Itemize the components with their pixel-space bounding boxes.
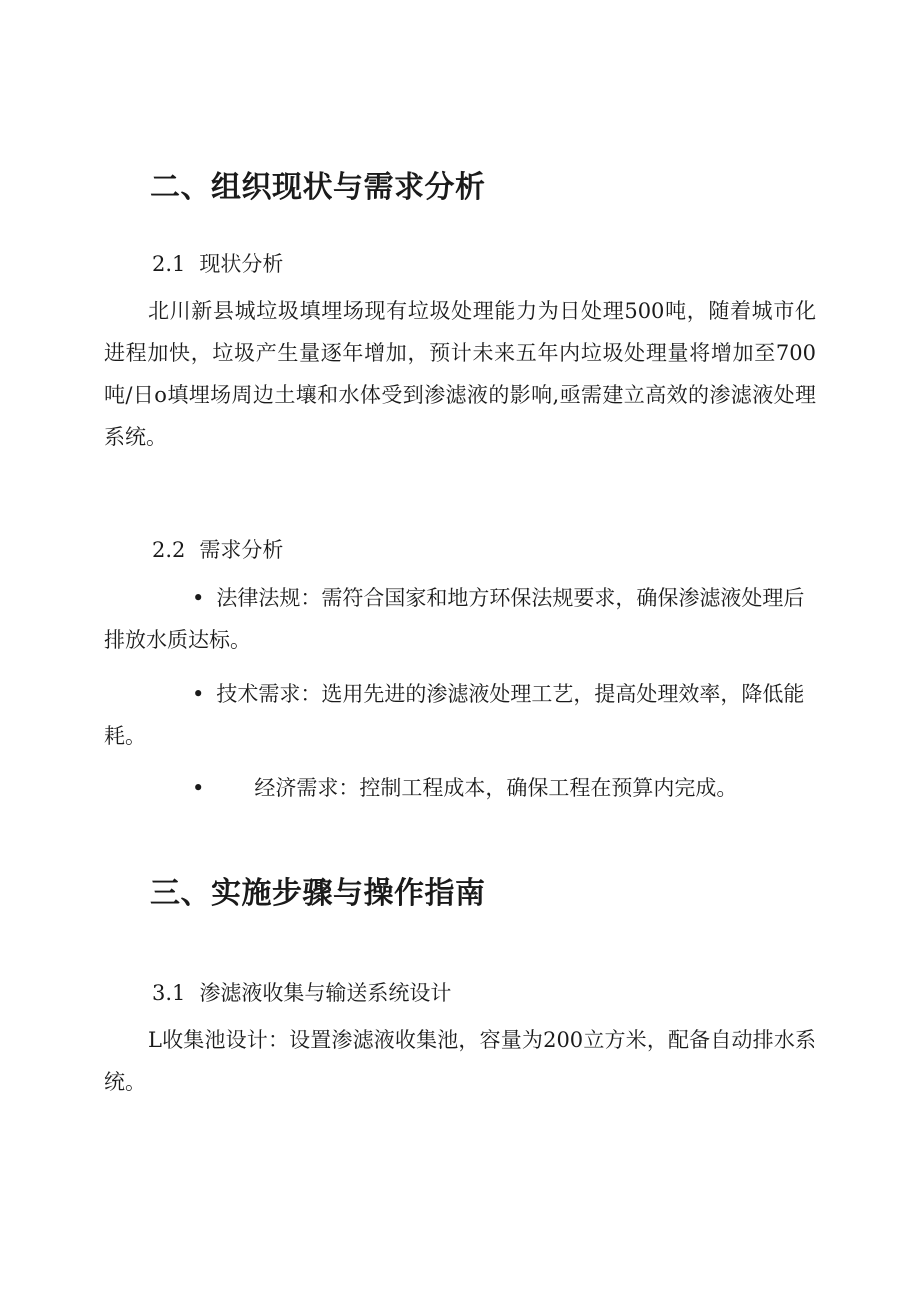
bullet-item-economic xyxy=(104,767,816,809)
subsection-3-1-title: 渗滤液收集与输送系统设计 xyxy=(199,981,452,1005)
subsection-3-1-heading xyxy=(152,978,451,1008)
status-analysis-paragraph: 北川新县城垃圾填埋场现有垃圾处理能力为日处理500吨，随着城市化进程加快，垃圾产生量逐年增加，预计未来五年内垃圾处理量将增加至700吨/日o填埋场周边土壤和水体受到渗滤液的影响,亟需建立高效的渗滤液处理系统。 xyxy=(104,299,816,449)
bullet-item-legal xyxy=(104,577,816,661)
section-3-heading: 三、实施步骤与操作指南 xyxy=(150,876,486,911)
bullet-text-technical: 技术需求：选用先进的渗滤液处理工艺，提高处理效率，降低能耗。 xyxy=(104,682,805,748)
subsection-3-1-number: 3.1 xyxy=(152,981,186,1005)
subsection-2-1-title: 现状分析 xyxy=(199,252,284,276)
collection-pool-paragraph: L收集池设计：设置渗滤液收集池，容量为200立方米，配备自动排水系统。 xyxy=(104,1028,816,1094)
bullet-text-economic: 经济需求：控制工程成本，确保工程在预算内完成。 xyxy=(254,776,738,800)
bullet-dot: • xyxy=(192,776,205,800)
section-2-heading: 二、组织现状与需求分析 xyxy=(150,170,486,205)
bullet-text-legal: 法律法规：需符合国家和地方环保法规要求，确保渗滤液处理后排放水质达标。 xyxy=(104,586,805,652)
subsection-2-2-title: 需求分析 xyxy=(199,538,284,562)
bullet-dot: • xyxy=(192,682,205,706)
subsection-2-1-heading xyxy=(152,249,283,279)
subsection-2-2-heading xyxy=(152,535,283,565)
bullet-item-technical xyxy=(104,673,816,757)
bullet-dot: • xyxy=(192,586,205,610)
subsection-2-2-number: 2.2 xyxy=(152,538,186,562)
subsection-2-1-number: 2.1 xyxy=(152,252,186,276)
